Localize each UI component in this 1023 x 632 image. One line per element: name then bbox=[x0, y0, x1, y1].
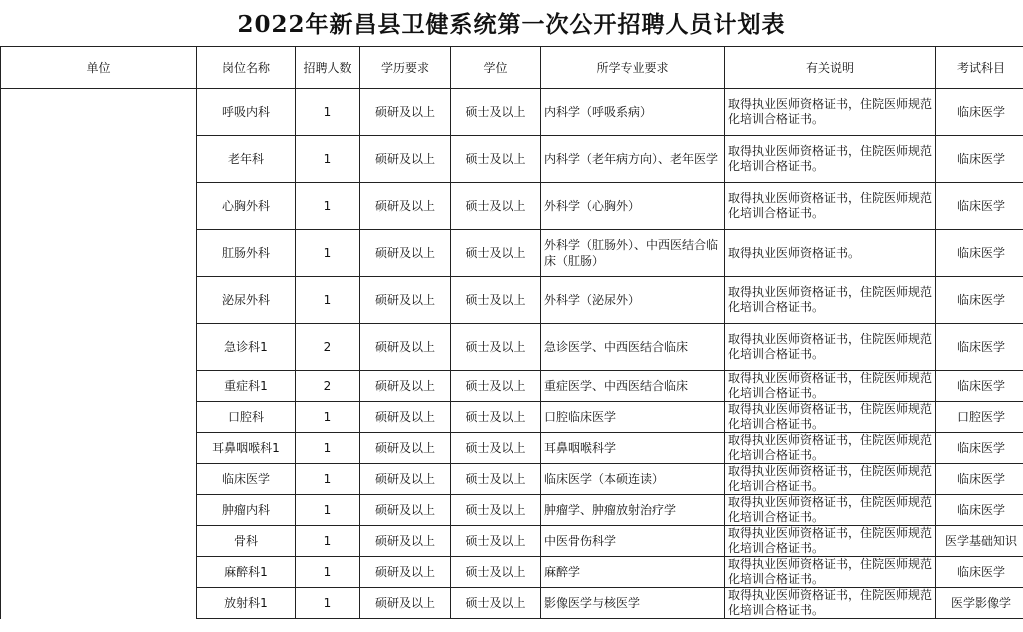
degree-cell: 硕士及以上 bbox=[451, 526, 541, 557]
major-cell: 内科学（呼吸系病） bbox=[541, 89, 725, 136]
education-cell: 硕研及以上 bbox=[360, 371, 451, 402]
notes-cell: 取得执业医师资格证书，住院医师规范化培训合格证书。 bbox=[725, 433, 936, 464]
header-unit: 单位 bbox=[1, 47, 197, 89]
education-cell: 硕研及以上 bbox=[360, 588, 451, 619]
header-subject: 考试科目 bbox=[936, 47, 1023, 89]
count-cell: 1 bbox=[296, 183, 360, 230]
subject-cell: 临床医学 bbox=[936, 324, 1023, 371]
major-cell: 急诊医学、中西医结合临床 bbox=[541, 324, 725, 371]
degree-cell: 硕士及以上 bbox=[451, 230, 541, 277]
count-cell: 1 bbox=[296, 136, 360, 183]
header-count: 招聘人数 bbox=[296, 47, 360, 89]
header-degree: 学位 bbox=[451, 47, 541, 89]
header-education: 学历要求 bbox=[360, 47, 451, 89]
degree-cell: 硕士及以上 bbox=[451, 495, 541, 526]
major-cell: 中医骨伤科学 bbox=[541, 526, 725, 557]
education-cell: 硕研及以上 bbox=[360, 433, 451, 464]
education-cell: 硕研及以上 bbox=[360, 526, 451, 557]
recruitment-table bbox=[0, 46, 1023, 619]
subject-cell: 临床医学 bbox=[936, 136, 1023, 183]
position-cell: 急诊科1 bbox=[197, 324, 296, 371]
major-cell: 外科学（心胸外） bbox=[541, 183, 725, 230]
position-cell: 老年科 bbox=[197, 136, 296, 183]
notes-cell: 取得执业医师资格证书，住院医师规范化培训合格证书。 bbox=[725, 588, 936, 619]
subject-cell: 医学影像学 bbox=[936, 588, 1023, 619]
degree-cell: 硕士及以上 bbox=[451, 371, 541, 402]
education-cell: 硕研及以上 bbox=[360, 89, 451, 136]
major-cell: 外科学（泌尿外） bbox=[541, 277, 725, 324]
education-cell: 硕研及以上 bbox=[360, 230, 451, 277]
position-cell: 呼吸内科 bbox=[197, 89, 296, 136]
degree-cell: 硕士及以上 bbox=[451, 588, 541, 619]
notes-cell: 取得执业医师资格证书，住院医师规范化培训合格证书。 bbox=[725, 277, 936, 324]
subject-cell: 临床医学 bbox=[936, 371, 1023, 402]
position-cell: 临床医学 bbox=[197, 464, 296, 495]
degree-cell: 硕士及以上 bbox=[451, 277, 541, 324]
notes-cell: 取得执业医师资格证书，住院医师规范化培训合格证书。 bbox=[725, 402, 936, 433]
major-cell: 外科学（肛肠外）、中西医结合临床（肛肠） bbox=[541, 230, 725, 277]
education-cell: 硕研及以上 bbox=[360, 183, 451, 230]
degree-cell: 硕士及以上 bbox=[451, 89, 541, 136]
degree-cell: 硕士及以上 bbox=[451, 557, 541, 588]
education-cell: 硕研及以上 bbox=[360, 402, 451, 433]
count-cell: 1 bbox=[296, 277, 360, 324]
header-notes: 有关说明 bbox=[725, 47, 936, 89]
major-cell: 肿瘤学、肿瘤放射治疗学 bbox=[541, 495, 725, 526]
education-cell: 硕研及以上 bbox=[360, 324, 451, 371]
subject-cell: 口腔医学 bbox=[936, 402, 1023, 433]
count-cell: 1 bbox=[296, 557, 360, 588]
subject-cell: 临床医学 bbox=[936, 433, 1023, 464]
count-cell: 2 bbox=[296, 371, 360, 402]
count-cell: 1 bbox=[296, 495, 360, 526]
count-cell: 1 bbox=[296, 230, 360, 277]
subject-cell: 临床医学 bbox=[936, 230, 1023, 277]
subject-cell: 临床医学 bbox=[936, 277, 1023, 324]
count-cell: 1 bbox=[296, 402, 360, 433]
degree-cell: 硕士及以上 bbox=[451, 402, 541, 433]
unit-cell bbox=[1, 89, 197, 619]
education-cell: 硕研及以上 bbox=[360, 495, 451, 526]
notes-cell: 取得执业医师资格证书，住院医师规范化培训合格证书。 bbox=[725, 557, 936, 588]
major-cell: 重症医学、中西医结合临床 bbox=[541, 371, 725, 402]
notes-cell: 取得执业医师资格证书。 bbox=[725, 230, 936, 277]
subject-cell: 临床医学 bbox=[936, 89, 1023, 136]
count-cell: 1 bbox=[296, 89, 360, 136]
major-cell: 临床医学（本硕连读） bbox=[541, 464, 725, 495]
subject-cell: 临床医学 bbox=[936, 495, 1023, 526]
notes-cell: 取得执业医师资格证书，住院医师规范化培训合格证书。 bbox=[725, 324, 936, 371]
education-cell: 硕研及以上 bbox=[360, 277, 451, 324]
subject-cell: 医学基础知识 bbox=[936, 526, 1023, 557]
degree-cell: 硕士及以上 bbox=[451, 324, 541, 371]
position-cell: 口腔科 bbox=[197, 402, 296, 433]
subject-cell: 临床医学 bbox=[936, 464, 1023, 495]
count-cell: 2 bbox=[296, 324, 360, 371]
education-cell: 硕研及以上 bbox=[360, 464, 451, 495]
notes-cell: 取得执业医师资格证书，住院医师规范化培训合格证书。 bbox=[725, 495, 936, 526]
education-cell: 硕研及以上 bbox=[360, 136, 451, 183]
count-cell: 1 bbox=[296, 433, 360, 464]
subject-cell: 临床医学 bbox=[936, 183, 1023, 230]
major-cell: 口腔临床医学 bbox=[541, 402, 725, 433]
major-cell: 影像医学与核医学 bbox=[541, 588, 725, 619]
position-cell: 骨科 bbox=[197, 526, 296, 557]
subject-cell: 临床医学 bbox=[936, 557, 1023, 588]
notes-cell: 取得执业医师资格证书，住院医师规范化培训合格证书。 bbox=[725, 183, 936, 230]
position-cell: 重症科1 bbox=[197, 371, 296, 402]
count-cell: 1 bbox=[296, 464, 360, 495]
notes-cell: 取得执业医师资格证书，住院医师规范化培训合格证书。 bbox=[725, 371, 936, 402]
position-cell: 放射科1 bbox=[197, 588, 296, 619]
position-cell: 肛肠外科 bbox=[197, 230, 296, 277]
position-cell: 麻醉科1 bbox=[197, 557, 296, 588]
header-major: 所学专业要求 bbox=[541, 47, 725, 89]
position-cell: 肿瘤内科 bbox=[197, 495, 296, 526]
degree-cell: 硕士及以上 bbox=[451, 433, 541, 464]
notes-cell: 取得执业医师资格证书，住院医师规范化培训合格证书。 bbox=[725, 464, 936, 495]
header-position: 岗位名称 bbox=[197, 47, 296, 89]
education-cell: 硕研及以上 bbox=[360, 557, 451, 588]
page-title: 2022年新昌县卫健系统第一次公开招聘人员计划表 bbox=[237, 10, 786, 38]
notes-cell: 取得执业医师资格证书，住院医师规范化培训合格证书。 bbox=[725, 89, 936, 136]
major-cell: 耳鼻咽喉科学 bbox=[541, 433, 725, 464]
notes-cell: 取得执业医师资格证书，住院医师规范化培训合格证书。 bbox=[725, 526, 936, 557]
table-row bbox=[1, 89, 1023, 136]
notes-cell: 取得执业医师资格证书，住院医师规范化培训合格证书。 bbox=[725, 136, 936, 183]
header-row bbox=[1, 47, 1023, 89]
major-cell: 内科学（老年病方向）、老年医学 bbox=[541, 136, 725, 183]
position-cell: 泌尿外科 bbox=[197, 277, 296, 324]
degree-cell: 硕士及以上 bbox=[451, 183, 541, 230]
position-cell: 耳鼻咽喉科1 bbox=[197, 433, 296, 464]
major-cell: 麻醉学 bbox=[541, 557, 725, 588]
count-cell: 1 bbox=[296, 526, 360, 557]
position-cell: 心胸外科 bbox=[197, 183, 296, 230]
count-cell: 1 bbox=[296, 588, 360, 619]
degree-cell: 硕士及以上 bbox=[451, 136, 541, 183]
degree-cell: 硕士及以上 bbox=[451, 464, 541, 495]
